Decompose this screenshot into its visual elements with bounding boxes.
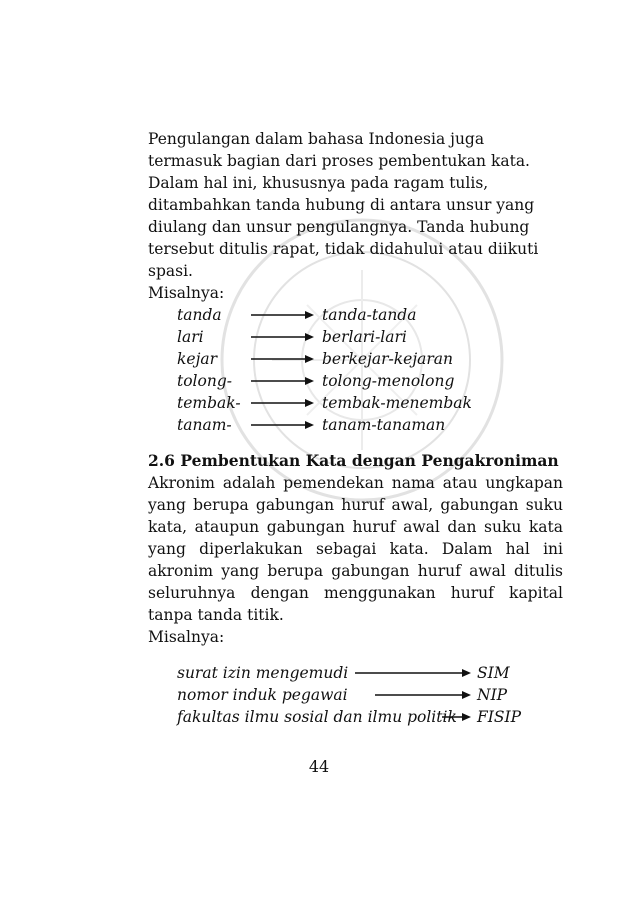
right-arrow-icon	[249, 420, 315, 430]
document-page	[148, 128, 563, 728]
paragraph-line: akronim yang berupa gabungan huruf awal ditulis	[148, 562, 563, 580]
acronym: SIM	[477, 664, 510, 682]
paragraph-line: termasuk bagian dari proses pembentukan kata.	[148, 152, 530, 170]
paragraph-line: tersebut ditulis rapat, tidak didahului atau diikuti	[148, 240, 539, 258]
base-word: lari	[177, 328, 204, 346]
paragraph-line: tanpa tanda titik.	[148, 606, 284, 624]
example-row	[177, 348, 563, 370]
full-phrase: fakultas ilmu sosial dan ilmu politik	[177, 708, 457, 726]
paragraph-line: yang berupa gabungan huruf awal, gabungan suku	[148, 496, 563, 514]
right-arrow-icon	[373, 690, 473, 700]
acronym-example-list	[177, 662, 563, 728]
right-arrow-icon	[249, 310, 315, 320]
paragraph-line: spasi.	[148, 262, 193, 280]
reduplicated-word: tanda-tanda	[322, 306, 417, 324]
acronym-row	[177, 684, 563, 706]
reduplicated-word: tanam-tanaman	[322, 416, 446, 434]
example-row	[177, 370, 563, 392]
right-arrow-icon	[441, 712, 473, 722]
reduplicated-word: berkejar-kejaran	[322, 350, 454, 368]
reduplicated-word: tembak-menembak	[322, 394, 472, 412]
reduplication-paragraph	[148, 128, 540, 282]
paragraph-line: kata, ataupun gabungan huruf awal dan suku kata	[148, 518, 563, 536]
paragraph-line: Pengulangan dalam bahasa Indonesia juga	[148, 130, 485, 148]
acronym-row	[177, 662, 563, 684]
paragraph-line: seluruhnya dengan menggunakan huruf kapital	[148, 584, 563, 602]
acronym: NIP	[477, 686, 508, 704]
example-label: Misalnya:	[148, 628, 225, 646]
acronym-row	[177, 706, 563, 728]
right-arrow-icon	[249, 354, 315, 364]
reduplication-example-list	[177, 304, 563, 436]
acronym-paragraph	[148, 472, 563, 626]
section-heading: 2.6 Pembentukan Kata dengan Pengakroniman	[148, 451, 559, 470]
right-arrow-icon	[353, 668, 473, 678]
page-number: 44	[308, 757, 330, 776]
example-row	[177, 392, 563, 414]
full-phrase: nomor induk pegawai	[177, 686, 348, 704]
full-phrase: surat izin mengemudi	[177, 664, 349, 682]
example-row	[177, 414, 563, 436]
base-word: tolong-	[177, 372, 232, 390]
right-arrow-icon	[249, 376, 315, 386]
paragraph-line: Akronim adalah pemendekan nama atau ungkapan	[148, 474, 563, 492]
example-row	[177, 304, 563, 326]
reduplicated-word: tolong-menolong	[322, 372, 455, 390]
paragraph-line: diulang dan unsur pengulangnya. Tanda hubung	[148, 218, 530, 236]
right-arrow-icon	[249, 398, 315, 408]
base-word: tanam-	[177, 416, 232, 434]
paragraph-line: yang diperlakukan sebagai kata. Dalam hal ini	[148, 540, 563, 558]
paragraph-line: ditambahkan tanda hubung di antara unsur yang	[148, 196, 535, 214]
paragraph-line: Dalam hal ini, khususnya pada ragam tulis,	[148, 174, 489, 192]
base-word: tanda	[177, 306, 222, 324]
example-row	[177, 326, 563, 348]
acronym: FISIP	[477, 708, 522, 726]
right-arrow-icon	[249, 332, 315, 342]
base-word: tembak-	[177, 394, 241, 412]
base-word: kejar	[177, 350, 218, 368]
reduplicated-word: berlari-lari	[322, 328, 407, 346]
example-label: Misalnya:	[148, 284, 225, 302]
